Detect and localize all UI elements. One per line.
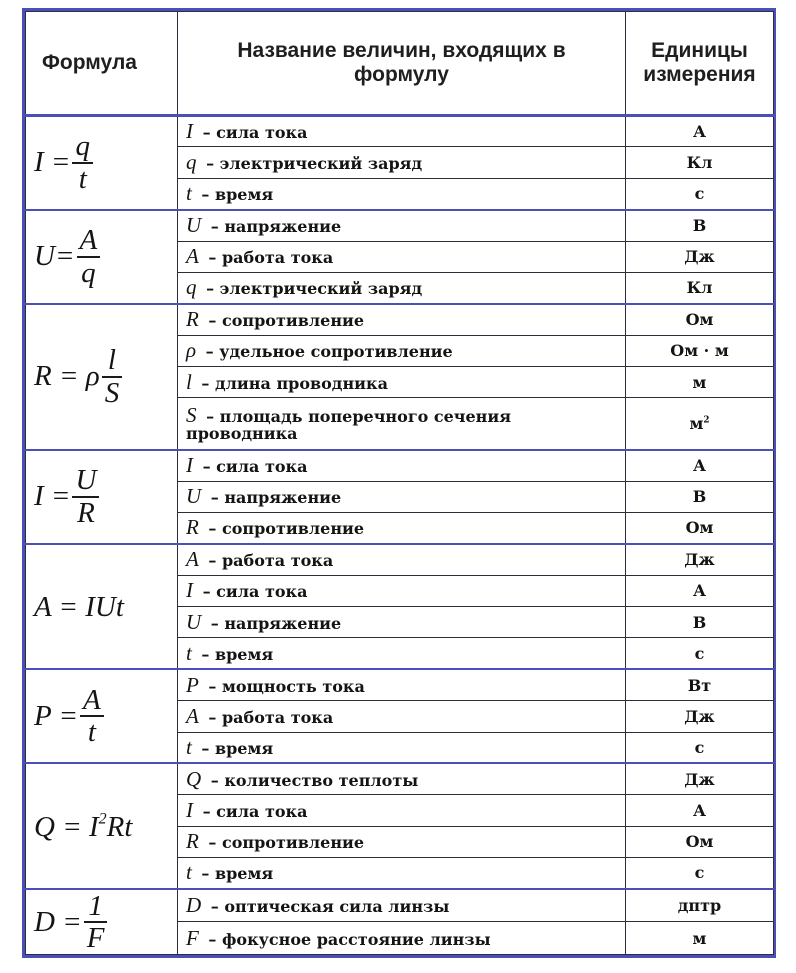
quantity-symbol: U [186,213,202,238]
unit-cell: м [626,367,774,398]
quantity-name: – оптическая сила линзы [205,897,450,917]
unit-cell: с [626,178,774,209]
table-row [26,669,774,700]
table-row [26,210,774,241]
unit-text: м [689,414,704,434]
quantity-name: – напряжение [205,613,342,633]
quantity-name-cell [178,512,626,543]
fraction-denominator: t [78,162,87,195]
quantity-name: – электрический заряд [200,279,423,299]
fraction-numerator: U [72,465,99,497]
quantity-name: – фокусное расстояние линзы [202,929,491,949]
fraction-denominator: F [86,921,105,954]
formula-lhs: I = [34,480,71,513]
quantity-name: – работа тока [202,248,334,268]
table-row [26,116,774,147]
quantity-name-cell [178,304,626,335]
quantity-symbol: t [186,181,192,206]
quantity-symbol: U [186,484,202,509]
unit-cell: с [626,858,774,889]
formula-fraction [77,225,101,288]
formula-text: Rt [106,810,133,843]
formula-fraction [102,345,123,408]
quantity-symbol: F [186,925,199,950]
quantity-name: – сила тока [197,801,308,821]
quantity-symbol: Q [186,766,202,791]
table-header-row [26,12,774,116]
unit-cell: дптр [626,889,774,922]
quantity-name-cell [178,732,626,763]
quantity-name: – напряжение [205,217,342,237]
unit-cell: м [626,922,774,955]
unit-cell: Кл [626,147,774,178]
quantity-name-cell [178,210,626,241]
unit-cell: Ом [626,512,774,543]
quantity-name-cell [178,795,626,826]
formula-cell [26,669,178,763]
quantity-name-cell [178,607,626,638]
unit-cell: с [626,638,774,669]
quantity-name-cell [178,450,626,481]
quantity-name: – время [195,864,274,884]
header-units-text: Единицы измерения [643,38,756,86]
quantity-symbol: I [186,453,193,478]
formula-cell [26,210,178,304]
formula-lhs: R = ρ [34,360,100,393]
formula-table [25,11,774,955]
unit-cell: А [626,575,774,606]
fraction-denominator: R [77,496,95,529]
quantity-name-cell [178,544,626,575]
quantity-name-cell [178,575,626,606]
quantity-name: – мощность тока [202,676,365,696]
quantity-name: – время [195,738,274,758]
fraction-denominator: q [81,256,96,289]
formula-fraction [80,685,104,748]
quantity-name: – работа тока [202,707,334,727]
unit-cell: А [626,795,774,826]
fraction-numerator: q [72,131,93,163]
header-name [178,12,626,116]
quantity-symbol: R [186,307,199,332]
unit-cell: Дж [626,763,774,794]
fraction-numerator: A [80,685,104,717]
quantity-name-cell [178,398,626,450]
quantity-symbol: U [186,609,202,634]
quantity-symbol: q [186,275,197,300]
quantity-name-cell [178,481,626,512]
quantity-symbol: t [186,860,192,885]
quantity-name-cell [178,241,626,272]
quantity-symbol: t [186,734,192,759]
formula-table-frame [22,8,776,958]
fraction-numerator: 1 [84,891,108,923]
quantity-name-cell [178,858,626,889]
quantity-symbol: A [186,547,199,572]
quantity-symbol: R [186,829,199,854]
fraction-denominator: S [104,376,120,409]
table-row [26,889,774,922]
unit-cell: Вт [626,669,774,700]
unit-cell: Дж [626,544,774,575]
header-name-text: Название величин, входящих в формулу [237,38,566,86]
quantity-name-cell [178,889,626,922]
quantity-name: – площадь поперечного сечения проводника [186,407,512,444]
quantity-symbol: A [186,244,199,269]
quantity-name-cell [178,178,626,209]
fraction-numerator: l [102,345,123,377]
quantity-symbol: I [186,119,193,144]
table-row [26,763,774,794]
unit-cell: В [626,481,774,512]
quantity-name: – длина проводника [195,373,388,393]
header-formula: Формула [26,12,178,116]
quantity-name-cell [178,701,626,732]
quantity-name-cell [178,638,626,669]
quantity-name: – сила тока [197,582,308,602]
formula-lhs: D = [34,905,82,938]
table-body [26,116,774,955]
quantity-name: – работа тока [202,551,334,571]
quantity-name-cell [178,272,626,303]
fraction-denominator: t [87,716,96,749]
table-row [26,544,774,575]
quantity-symbol: A [186,703,199,728]
quantity-symbol: P [186,672,199,697]
formula-lhs: I = [34,146,71,179]
formula-cell [26,116,178,210]
quantity-symbol: S [186,403,197,428]
quantity-name: – время [195,185,274,205]
unit-exponent: 2 [703,415,710,426]
quantity-name-cell [178,763,626,794]
header-units [626,12,774,116]
quantity-symbol: l [186,369,192,394]
quantity-name: – сопротивление [202,311,365,331]
quantity-symbol: I [186,797,193,822]
quantity-name-cell [178,826,626,857]
quantity-symbol: t [186,640,192,665]
formula-cell [26,544,178,670]
table-row [26,450,774,481]
fraction-numerator: A [77,225,101,257]
formula-fraction [72,131,93,194]
quantity-symbol: R [186,515,199,540]
quantity-name: – сила тока [197,457,308,477]
quantity-name: – сила тока [197,123,308,143]
quantity-name-cell [178,147,626,178]
unit-cell: В [626,210,774,241]
quantity-name-cell [178,335,626,366]
unit-cell: Ом · м [626,335,774,366]
quantity-name: – сопротивление [202,833,365,853]
formula-cell [26,763,178,889]
unit-cell: Дж [626,701,774,732]
unit-cell: Дж [626,241,774,272]
formula-text: Q = I [34,810,99,843]
formula-cell [26,889,178,955]
formula-cell [26,304,178,450]
quantity-name: – количество теплоты [205,770,419,790]
quantity-symbol: ρ [186,338,197,363]
quantity-name-cell [178,669,626,700]
quantity-name-cell [178,116,626,147]
table-row [26,304,774,335]
quantity-name: – напряжение [205,488,342,508]
formula-lhs: P = [34,699,79,732]
unit-cell: Кл [626,272,774,303]
formula-fraction [72,465,99,528]
quantity-name: – удельное сопротивление [200,342,453,362]
quantity-name-cell [178,367,626,398]
quantity-name: – электрический заряд [200,154,423,174]
unit-cell: В [626,607,774,638]
formula-exponent: 2 [98,810,107,828]
formula-cell [26,450,178,544]
unit-cell: А [626,116,774,147]
unit-cell [626,398,774,450]
quantity-symbol: I [186,578,193,603]
unit-cell: А [626,450,774,481]
formula-lhs: U= [34,240,75,273]
quantity-name-cell [178,922,626,955]
unit-cell: Ом [626,304,774,335]
quantity-name: – время [195,644,274,664]
quantity-name: – сопротивление [202,519,365,539]
formula-fraction [84,891,108,954]
quantity-symbol: q [186,150,197,175]
unit-cell: с [626,732,774,763]
quantity-symbol: D [186,893,202,918]
formula-text: A = IUt [34,590,124,623]
unit-cell: Ом [626,826,774,857]
